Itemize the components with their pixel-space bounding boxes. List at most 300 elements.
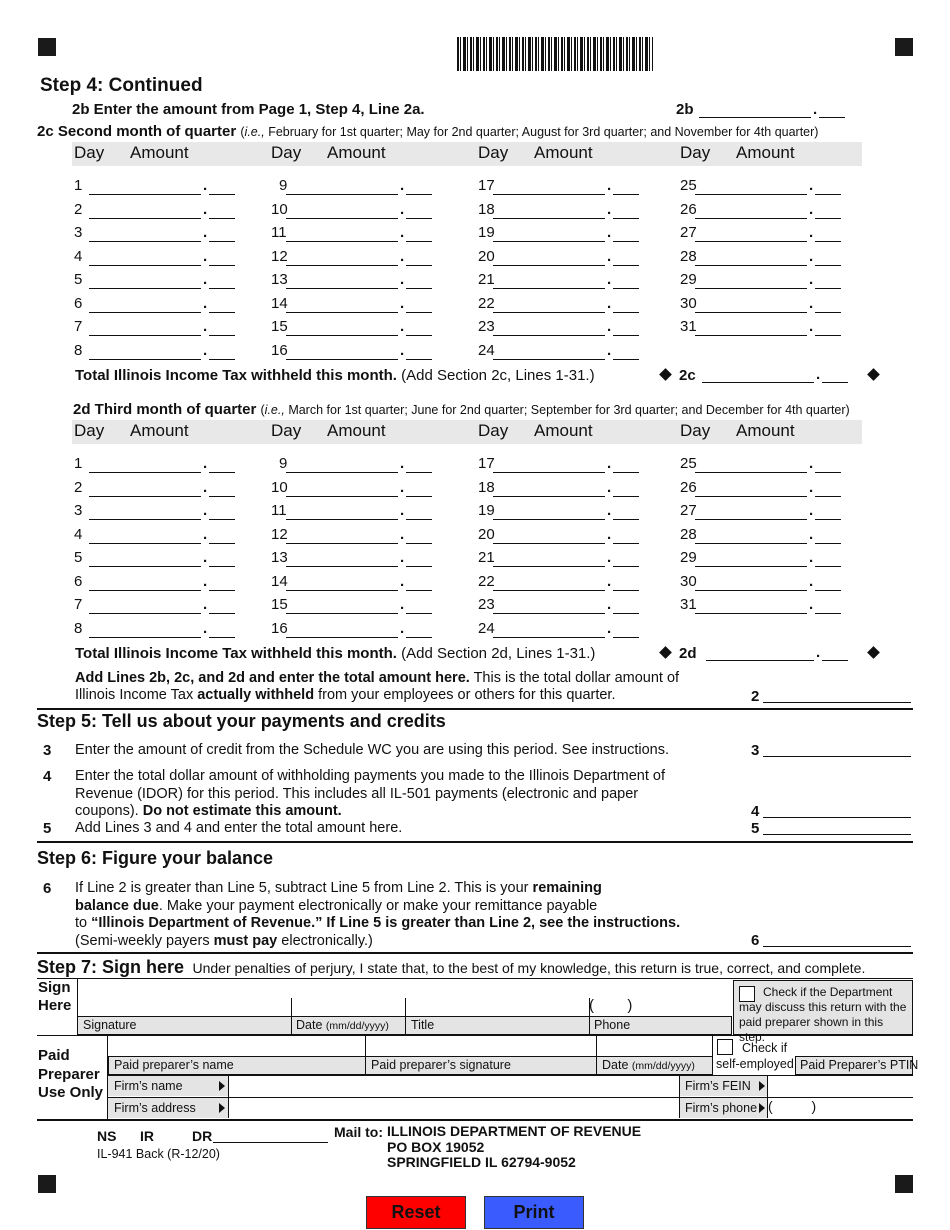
day-amount-dollars[interactable] (89, 251, 201, 266)
day-amount-cents[interactable] (209, 321, 235, 336)
day-number: 31 (680, 318, 697, 335)
firm-fein-label: Firm’s FEIN (685, 1079, 751, 1093)
date-format: (mm/dd/yyyy) (631, 1060, 695, 1072)
preparer-name-field[interactable] (108, 1036, 713, 1055)
day-amount-dollars[interactable] (286, 505, 398, 520)
day-number: 27 (680, 502, 697, 519)
day-number: 10 (271, 200, 288, 218)
decimal-point: . (607, 224, 612, 241)
day-amount-cents[interactable] (815, 505, 841, 520)
day-amount-dollars[interactable] (286, 623, 398, 638)
sign-text: Sign (38, 979, 71, 996)
day-amount-cents[interactable] (209, 298, 235, 313)
amount-column-header: Amount (130, 421, 189, 440)
day-amount-cents[interactable] (815, 458, 841, 473)
day-amount-cents[interactable] (815, 529, 841, 544)
day-amount-dollars[interactable] (695, 529, 807, 544)
day-amount-cents[interactable] (815, 251, 841, 266)
day-number: 29 (680, 271, 697, 288)
line-2-amount[interactable] (763, 688, 911, 703)
day-amount-dollars[interactable] (493, 458, 605, 473)
decimal-point: . (400, 294, 405, 312)
day-amount-cents[interactable] (406, 321, 432, 336)
day-amount-cents[interactable] (613, 227, 639, 242)
day-amount-cents[interactable] (209, 180, 235, 195)
day-amount-dollars[interactable] (695, 180, 807, 195)
day-number: 16 (271, 619, 288, 637)
divider (37, 952, 913, 954)
day-amount-cents[interactable] (406, 623, 432, 638)
day-amount-dollars[interactable] (695, 552, 807, 567)
line-4-num: 4 (43, 768, 52, 785)
decimal-point: . (607, 318, 612, 335)
day-amount-dollars[interactable] (89, 623, 201, 638)
total-2d-text (75, 645, 595, 662)
day-number: 22 (478, 572, 495, 590)
divider (37, 708, 913, 710)
registration-mark (895, 38, 913, 56)
line-2-text-2 (75, 687, 615, 703)
day-amount-cents[interactable] (406, 227, 432, 242)
vertical-rule (365, 1056, 366, 1075)
day-number: 5 (74, 271, 83, 288)
decimal-point: . (203, 318, 208, 335)
day-amount-cents[interactable] (613, 552, 639, 567)
line-2-label: 2 (751, 688, 760, 705)
day-amount-cents[interactable] (209, 529, 235, 544)
day-amount-dollars[interactable] (286, 204, 398, 219)
form-id: IL-941 Back (R-12/20) (97, 1147, 220, 1161)
day-amount-cents[interactable] (406, 482, 432, 497)
decimal-point: . (203, 177, 208, 194)
day-amount-cents[interactable] (613, 482, 639, 497)
day-amount-cents[interactable] (406, 345, 432, 360)
day-column-header: Day (271, 421, 302, 440)
day-number: 16 (271, 341, 288, 359)
vertical-rule (679, 1076, 680, 1118)
line-2-text-1 (75, 670, 679, 686)
day-number: 9 (279, 455, 288, 472)
day-amount-dollars[interactable] (286, 552, 398, 567)
decimal-point: . (203, 294, 208, 312)
day-amount-cents[interactable] (209, 482, 235, 497)
section-2c-heading: 2c Second month of quarter (i.e., February for 1st quarter; May for 2nd quarter; August for 3rd quarter; and November for 4th quarter) (37, 123, 819, 140)
day-number: 29 (680, 549, 697, 566)
day-amount-dollars[interactable] (89, 274, 201, 289)
step7-title: Step 7: Sign here (37, 957, 185, 977)
day-amount-cents[interactable] (815, 599, 841, 614)
decimal-point: . (400, 619, 405, 637)
day-number: 26 (680, 478, 697, 496)
reset-button[interactable]: Reset (366, 1196, 466, 1229)
day-amount-cents[interactable] (209, 251, 235, 266)
day-amount-dollars[interactable] (695, 204, 807, 219)
decimal-point: . (400, 502, 405, 519)
line-2-rest: This is the total dollar amount of (469, 670, 680, 686)
registration-mark (38, 1175, 56, 1193)
day-number: 19 (478, 224, 495, 241)
vertical-rule (405, 1016, 406, 1035)
decimal-point: . (809, 478, 814, 496)
decimal-point: . (607, 572, 612, 590)
day-amount-cents[interactable] (209, 576, 235, 591)
divider (37, 1119, 913, 1121)
day-amount-dollars[interactable] (493, 321, 605, 336)
day-number: 4 (74, 525, 83, 543)
decimal-point: . (607, 177, 612, 194)
day-number: 30 (680, 572, 697, 590)
day-amount-dollars[interactable] (493, 180, 605, 195)
preparer-name-label: Paid preparer’s name (114, 1058, 234, 1072)
day-amount-dollars[interactable] (493, 482, 605, 497)
decimal-point: . (607, 525, 612, 543)
day-amount-cents[interactable] (613, 576, 639, 591)
day-amount-dollars[interactable] (89, 180, 201, 195)
decimal-point: . (400, 549, 405, 566)
divider (37, 841, 913, 843)
day-amount-cents[interactable] (209, 204, 235, 219)
day-amount-cents[interactable] (815, 321, 841, 336)
day-amount-cents[interactable] (209, 345, 235, 360)
day-number: 18 (478, 200, 495, 218)
day-amount-dollars[interactable] (695, 298, 807, 313)
day-amount-cents[interactable] (815, 576, 841, 591)
total-2c-text (75, 367, 595, 384)
day-amount-dollars[interactable] (493, 552, 605, 567)
day-amount-dollars[interactable] (89, 298, 201, 313)
day-amount-dollars[interactable] (286, 529, 398, 544)
section-2d-label: 2d Third month of quarter (73, 401, 257, 418)
line-3-label: 3 (751, 742, 760, 759)
day-amount-dollars[interactable] (286, 321, 398, 336)
vertical-rule (596, 1056, 597, 1075)
day-amount-dollars[interactable] (695, 576, 807, 591)
ptin-label: Paid Preparer’s PTIN (800, 1058, 919, 1072)
day-number: 28 (680, 525, 697, 543)
day-number: 13 (271, 549, 288, 566)
line-6-label: 6 (751, 932, 760, 949)
decimal-point: . (203, 525, 208, 543)
day-amount-cents[interactable] (815, 204, 841, 219)
day-amount-cents[interactable] (613, 458, 639, 473)
decimal-point: . (400, 455, 405, 472)
day-amount-dollars[interactable] (286, 576, 398, 591)
step4-title: Step 4: Continued (40, 75, 203, 96)
day-number: 11 (271, 224, 287, 241)
preparer-text: Preparer (38, 1065, 100, 1083)
day-amount-cents[interactable] (613, 345, 639, 360)
decimal-point: . (203, 549, 208, 566)
day-amount-cents[interactable] (406, 458, 432, 473)
decimal-point: . (809, 502, 814, 519)
decimal-point: . (400, 596, 405, 613)
day-amount-cents[interactable] (406, 274, 432, 289)
day-amount-cents[interactable] (613, 274, 639, 289)
total-2d-cents[interactable] (822, 646, 848, 661)
date-text: Date (296, 1018, 323, 1032)
day-amount-dollars[interactable] (695, 274, 807, 289)
day-amount-dollars[interactable] (493, 576, 605, 591)
day-amount-dollars[interactable] (695, 599, 807, 614)
day-amount-dollars[interactable] (695, 321, 807, 336)
day-number: 15 (271, 318, 288, 335)
day-amount-dollars[interactable] (89, 204, 201, 219)
day-amount-cents[interactable] (209, 623, 235, 638)
decimal-point: . (816, 644, 821, 661)
day-amount-dollars[interactable] (89, 599, 201, 614)
day-column-header: Day (271, 143, 302, 162)
day-amount-cents[interactable] (613, 298, 639, 313)
day-amount-cents[interactable] (815, 552, 841, 567)
decimal-point: . (400, 572, 405, 590)
day-amount-dollars[interactable] (89, 458, 201, 473)
amount-column-header: Amount (534, 143, 593, 162)
line-6-amount[interactable] (763, 932, 911, 947)
day-amount-cents[interactable] (406, 204, 432, 219)
day-column-header: Day (478, 421, 509, 440)
day-number: 1 (74, 177, 83, 194)
day-amount-cents[interactable] (406, 576, 432, 591)
total-2c-bold: Total Illinois Income Tax withheld this month. (75, 367, 397, 384)
date-label (296, 1018, 389, 1032)
day-amount-dollars[interactable] (493, 274, 605, 289)
day-number: 3 (74, 224, 83, 241)
day-number: 1 (74, 455, 83, 472)
day-amount-cents[interactable] (613, 623, 639, 638)
day-amount-cents[interactable] (613, 204, 639, 219)
decimal-point: . (203, 224, 208, 241)
phone-label: Phone (594, 1018, 631, 1032)
day-amount-dollars[interactable] (695, 482, 807, 497)
day-amount-cents[interactable] (815, 274, 841, 289)
day-amount-dollars[interactable] (493, 529, 605, 544)
day-amount-cents[interactable] (406, 552, 432, 567)
day-amount-dollars[interactable] (89, 505, 201, 520)
firm-phone-field[interactable]: ( ) (768, 1098, 817, 1114)
day-number: 15 (271, 596, 288, 613)
decimal-point: . (809, 549, 814, 566)
decimal-point: . (607, 549, 612, 566)
diamond-icon (659, 646, 672, 659)
decimal-point: . (400, 177, 405, 194)
line-4-text-2: Revenue (IDOR) for this period. This includes all IL-501 payments (electronic and paper (75, 785, 639, 802)
ns-label: NS (97, 1128, 117, 1144)
line-3-text: Enter the amount of credit from the Schedule WC you are using this period. See instructions. (75, 742, 669, 758)
day-amount-dollars[interactable] (493, 298, 605, 313)
decimal-point: . (203, 455, 208, 472)
firm-name-field[interactable] (229, 1076, 679, 1096)
day-amount-cents[interactable] (406, 505, 432, 520)
line-2b-cents[interactable] (819, 103, 845, 118)
line-6-d1: (Semi-weekly payers (75, 932, 214, 949)
print-button[interactable]: Print (484, 1196, 584, 1229)
sign-here-label (38, 979, 71, 1015)
decimal-point: . (203, 478, 208, 496)
day-amount-dollars[interactable] (286, 482, 398, 497)
day-number: 3 (74, 502, 83, 519)
day-amount-cents[interactable] (406, 529, 432, 544)
day-amount-cents[interactable] (815, 180, 841, 195)
day-number: 31 (680, 596, 697, 613)
step7-heading (37, 957, 865, 978)
line-2b-label: 2b (676, 101, 694, 118)
day-amount-cents[interactable] (613, 251, 639, 266)
day-amount-dollars[interactable] (89, 576, 201, 591)
line-3-num: 3 (43, 742, 52, 759)
registration-mark (38, 38, 56, 56)
decimal-point: . (809, 294, 814, 312)
section-2c-months: February for 1st quarter; May for 2nd quarter; August for 3rd quarter; and November for 4th quarter) (268, 125, 819, 139)
decimal-point: . (809, 271, 814, 288)
day-amount-dollars[interactable] (493, 505, 605, 520)
line-4-amount[interactable] (763, 803, 911, 818)
decimal-point: . (813, 101, 818, 118)
day-amount-dollars[interactable] (493, 204, 605, 219)
self-employed-checkbox[interactable] (717, 1039, 733, 1055)
line-5-num: 5 (43, 820, 52, 837)
day-amount-cents[interactable] (613, 505, 639, 520)
day-amount-dollars[interactable] (493, 599, 605, 614)
day-amount-cents[interactable] (406, 180, 432, 195)
day-amount-cents[interactable] (613, 529, 639, 544)
day-amount-cents[interactable] (209, 274, 235, 289)
day-amount-dollars[interactable] (89, 552, 201, 567)
diamond-icon (867, 368, 880, 381)
day-amount-dollars[interactable] (286, 345, 398, 360)
firm-fein-field[interactable] (768, 1076, 913, 1096)
decimal-point: . (400, 318, 405, 335)
day-amount-cents[interactable] (209, 227, 235, 242)
day-amount-dollars[interactable] (89, 482, 201, 497)
paid-text: Paid (38, 1047, 70, 1064)
address-line-1: ILLINOIS DEPARTMENT OF REVENUE (387, 1123, 642, 1139)
day-amount-cents[interactable] (815, 298, 841, 313)
day-number: 23 (478, 318, 495, 335)
day-amount-dollars[interactable] (695, 458, 807, 473)
line-5-amount[interactable] (763, 820, 911, 835)
line-3-amount[interactable] (763, 742, 911, 757)
day-amount-dollars[interactable] (286, 274, 398, 289)
line-2b-dollars[interactable] (699, 103, 811, 118)
line-6-d-bold: must pay (213, 932, 278, 949)
day-number: 13 (271, 271, 288, 288)
total-2c-dollars[interactable] (702, 368, 814, 383)
line-2-text-2b: from your employees or others for this quarter. (314, 687, 616, 703)
day-column-header: Day (74, 143, 105, 162)
day-amount-cents[interactable] (209, 458, 235, 473)
firm-address-field[interactable] (229, 1098, 679, 1118)
day-amount-dollars[interactable] (286, 298, 398, 313)
day-amount-dollars[interactable] (286, 180, 398, 195)
day-amount-dollars[interactable] (89, 227, 201, 242)
day-amount-cents[interactable] (613, 599, 639, 614)
total-2d-dollars[interactable] (706, 646, 814, 661)
day-amount-dollars[interactable] (493, 227, 605, 242)
vertical-rule (291, 1016, 292, 1035)
day-amount-dollars[interactable] (89, 345, 201, 360)
day-amount-cents[interactable] (209, 599, 235, 614)
day-amount-cents[interactable] (815, 227, 841, 242)
dr-field[interactable] (213, 1128, 328, 1143)
day-amount-cents[interactable] (406, 298, 432, 313)
decimal-point: . (607, 247, 612, 265)
line-4-text (75, 768, 665, 821)
decimal-point: . (607, 619, 612, 637)
day-amount-dollars[interactable] (695, 227, 807, 242)
day-amount-dollars[interactable] (695, 251, 807, 266)
day-number: 17 (478, 177, 495, 194)
title-label: Title (411, 1018, 435, 1032)
decimal-point: . (607, 341, 612, 359)
day-amount-dollars[interactable] (695, 505, 807, 520)
day-number: 5 (74, 549, 83, 566)
date-text: Date (602, 1058, 629, 1072)
day-amount-cents[interactable] (406, 599, 432, 614)
line-4-bold: Do not estimate this amount. (142, 803, 342, 819)
day-number: 10 (271, 478, 288, 496)
phone-parens: ( ) (589, 997, 633, 1014)
day-amount-cents[interactable] (209, 505, 235, 520)
arrow-right-icon (219, 1103, 225, 1113)
day-amount-dollars[interactable] (493, 251, 605, 266)
day-column-header: Day (478, 143, 509, 162)
decimal-point: . (400, 525, 405, 543)
day-number: 25 (680, 177, 697, 194)
day-amount-dollars[interactable] (493, 345, 605, 360)
mail-address (387, 1124, 641, 1171)
decimal-point: . (809, 596, 814, 613)
day-number: 25 (680, 455, 697, 472)
day-amount-cents[interactable] (613, 180, 639, 195)
day-amount-dollars[interactable] (89, 529, 201, 544)
decimal-point: . (809, 318, 814, 335)
decimal-point: . (400, 271, 405, 288)
day-amount-cents[interactable] (613, 321, 639, 336)
registration-mark (895, 1175, 913, 1193)
day-amount-dollars[interactable] (493, 623, 605, 638)
day-amount-dollars[interactable] (286, 227, 398, 242)
day-amount-dollars[interactable] (286, 458, 398, 473)
decimal-point: . (203, 596, 208, 613)
line-6-c-bold: “Illinois Department of Revenue.” If Line 5 is greater than Line 2, see the instructions. (91, 915, 681, 931)
day-amount-cents[interactable] (406, 251, 432, 266)
day-number: 14 (271, 294, 288, 312)
day-amount-dollars[interactable] (89, 321, 201, 336)
day-number: 2 (74, 200, 83, 218)
day-number: 14 (271, 572, 288, 590)
day-amount-dollars[interactable] (286, 599, 398, 614)
line-6-text (75, 880, 680, 950)
total-2d-bold: Total Illinois Income Tax withheld this month. (75, 645, 397, 662)
decimal-point: . (400, 224, 405, 241)
vertical-rule (767, 1076, 768, 1118)
section-2d-heading: 2d Third month of quarter (i.e., March for 1st quarter; June for 2nd quarter; September for 3rd quarter; and December for 4th quarter) (73, 401, 850, 418)
day-number: 21 (478, 549, 495, 566)
preparer-sig-label: Paid preparer’s signature (371, 1058, 511, 1072)
self-employed-label: self-employed (716, 1057, 794, 1071)
day-amount-cents[interactable] (209, 552, 235, 567)
day-amount-dollars[interactable] (286, 251, 398, 266)
day-amount-cents[interactable] (815, 482, 841, 497)
line-4-text-1: Enter the total dollar amount of withholding payments you made to the Illinois Department of (75, 768, 665, 784)
decimal-point: . (809, 455, 814, 472)
ir-label: IR (140, 1128, 154, 1144)
ie-abbrev: i.e., (244, 125, 265, 139)
day-number: 17 (478, 455, 495, 472)
total-2c-cents[interactable] (822, 368, 848, 383)
day-column-header: Day (680, 421, 711, 440)
line-5-text: Add Lines 3 and 4 and enter the total amount here. (75, 820, 403, 836)
